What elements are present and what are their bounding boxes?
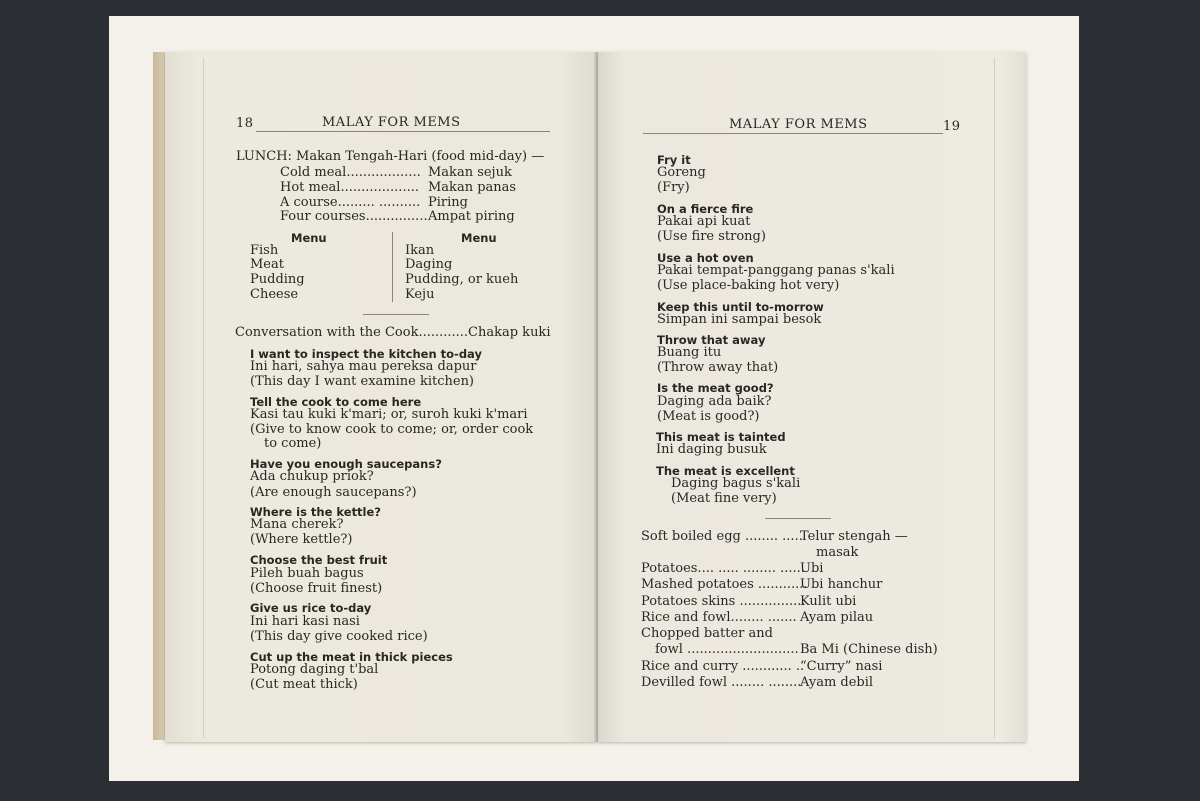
phrase-malay: Daging ada baik? — [657, 394, 772, 409]
phrase-title: Throw that away — [657, 333, 766, 347]
menu-left-title: Menu — [291, 231, 327, 245]
right-page-number: 19 — [943, 119, 961, 134]
phrase-title: I want to inspect the kitchen to-day — [250, 347, 482, 361]
phrase-malay: Ini daging busuk — [656, 442, 767, 457]
conversation-line: Conversation with the Cook............Chakap kuki — [235, 325, 551, 340]
phrase-literal: (This day I want examine kitchen) — [250, 374, 475, 389]
phrase-malay: Simpan ini sampai besok — [657, 312, 822, 327]
phrase-literal: (Where kettle?) — [250, 532, 353, 547]
phrase-literal: (Cut meat thick) — [250, 677, 358, 692]
phrase-title: Have you enough saucepans? — [250, 457, 442, 471]
left-page-number: 18 — [236, 116, 254, 131]
phrase-literal: (Use place-baking hot very) — [657, 278, 840, 293]
phrase-title: This meat is tainted — [656, 430, 786, 444]
lunch-line: LUNCH: Makan Tengah-Hari (food mid-day) — — [236, 149, 545, 164]
phrase-malay: Ini hari, sahya mau pereksa dapur — [250, 359, 477, 374]
menu-item-en: Fish — [250, 243, 279, 258]
phrase-malay: Mana cherek? — [250, 517, 344, 532]
phrase-malay: Buang itu — [657, 345, 722, 360]
phrase-title: Tell the cook to come here — [250, 395, 422, 409]
phrase-title: Fry it — [657, 153, 691, 167]
phrase-literal: (Throw away that) — [657, 360, 779, 375]
phrase-literal: (Meat is good?) — [657, 409, 760, 424]
phrase-malay: Ini hari kasi nasi — [250, 614, 360, 629]
phrase-literal: (This day give cooked rice) — [250, 629, 428, 644]
menu-item-en: Pudding — [250, 272, 305, 287]
phrase-literal: (Choose fruit finest) — [250, 581, 383, 596]
phrase-title: Use a hot oven — [657, 251, 754, 265]
phrase-malay: Ada chukup priok? — [250, 469, 374, 484]
phrase-malay: Potong daging t'bal — [250, 662, 379, 677]
left-page-edge — [203, 58, 204, 738]
menu-item-ml: Daging — [405, 257, 453, 272]
phrase-title: Keep this until to-morrow — [657, 300, 824, 314]
phrase-literal: (Use fire strong) — [657, 229, 766, 244]
phrase-title: Where is the kettle? — [250, 505, 381, 519]
phrase-malay: Goreng — [657, 165, 706, 180]
phrase-literal: (Meat fine very) — [671, 491, 777, 506]
phrase-title: Give us rice to-day — [250, 601, 372, 615]
phrase-title: On a fierce fire — [657, 202, 754, 216]
right-page-edge — [994, 58, 995, 738]
menu-item-ml: Keju — [405, 287, 435, 302]
phrase-malay: Daging bagus s'kali — [671, 476, 801, 491]
menu-item-en: Cheese — [250, 287, 299, 302]
phrase-title: Is the meat good? — [657, 381, 774, 395]
section-divider — [765, 518, 831, 519]
left-header-rule — [256, 131, 550, 132]
menu-right-title: Menu — [461, 231, 497, 245]
menu-item-ml: Pudding, or kueh — [405, 272, 519, 287]
phrase-title: The meat is excellent — [656, 464, 795, 478]
right-header-rule — [643, 133, 943, 134]
menu-item-en: Meat — [250, 257, 284, 272]
phrase-malay: Kasi tau kuki k'mari; or, suroh kuki k'mari — [250, 407, 528, 422]
phrase-title: Choose the best fruit — [250, 553, 388, 567]
menu-item-ml: Ikan — [405, 243, 435, 258]
section-divider — [363, 314, 429, 315]
phrase-malay: Pakai api kuat — [657, 214, 751, 229]
phrase-literal: (Fry) — [657, 180, 690, 195]
right-page-header: MALAY FOR MEMS — [729, 117, 868, 132]
left-page-header: MALAY FOR MEMS — [322, 115, 461, 130]
phrase-malay: Pakai tempat-panggang panas s'kali — [657, 263, 895, 278]
phrase-title: Cut up the meat in thick pieces — [250, 650, 453, 664]
phrase-literal: to come) — [264, 436, 322, 451]
phrase-malay: Pileh buah bagus — [250, 566, 364, 581]
phrase-literal: (Give to know cook to come; or, order cook — [250, 422, 534, 437]
menu-divider — [392, 232, 393, 302]
phrase-literal: (Are enough saucepans?) — [250, 485, 417, 500]
